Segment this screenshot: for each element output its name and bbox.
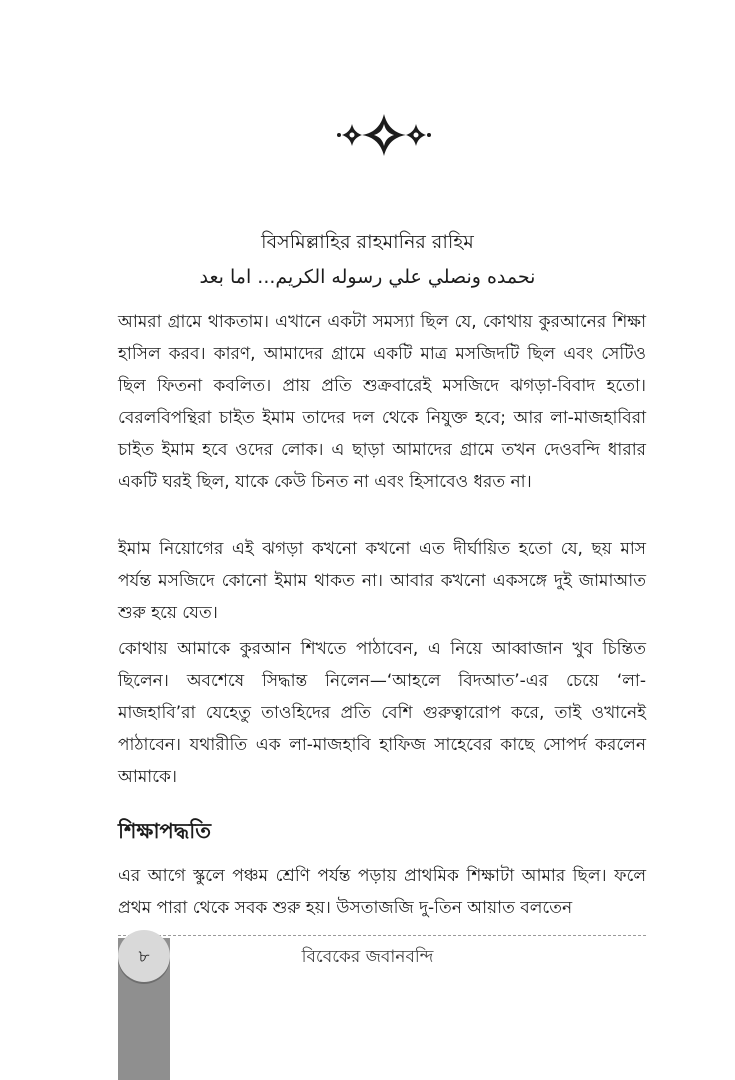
diamond-ornament-icon (336, 112, 432, 158)
running-book-title: বিবেকের জবানবন্দি (301, 947, 434, 967)
paragraph-father-decision: কোথায় আমাকে কুরআন শিখতে পাঠাবেন, এ নিয়ে আব্বাজান খুব চিন্তিত ছিলেন। অবশেষে সিদ্ধান্ত নিলেন—‘আহলে বিদআত’-এর চেয়ে ‘লা-মাজহাবি’রা যেহেতু তাওহিদের প্রতি বেশি গুরুত্বারোপ করে, তাই ওখানেই পাঠাবেন। যথারীতি এক লা-মাজহাবি হাফিজ সাহেবের কাছে সোপর্দ করলেন আমাকে। (118, 639, 646, 787)
section-title: শিক্ষাপদ্ধতি (118, 819, 211, 843)
paragraph-teaching-method: এর আগে স্কুলে পঞ্চম শ্রেণি পর্যন্ত পড়ায় প্রাথমিক শিক্ষাটা আমার ছিল। ফলে প্রথম পারা থেকে সবক শুরু হয়। উসতাজজি দু-তিন আয়াত বলতেন (118, 866, 646, 918)
page-number: ৮ (138, 947, 150, 967)
arabic-invocation: نحمده ونصلي علي رسوله الكريم... اما بعد (199, 266, 536, 288)
paragraph-imam-dispute: ইমাম নিয়োগের এই ঝগড়া কখনো কখনো এত দীর্ঘায়িত হতো যে, ছয় মাস পর্যন্ত মসজিদে কোনো ইমাম থাকত না। আবার কখনো একসঙ্গে দুই জামাআত শুরু হয়ে যেত। (118, 539, 646, 623)
paragraph-village-mosque: আমরা গ্রামে থাকতাম। এখানে একটা সমস্যা ছিল যে, কোথায় কুরআনের শিক্ষা হাসিল করব। কারণ, আমাদের গ্রামে একটি মাত্র মসজিদটি ছিল এবং সেটিও ছিল ফিতনা কবলিত। প্রায় প্রতি শুক্রবারেই মসজিদে ঝগড়া-বিবাদ হতো। বেরলবিপন্থিরা চাইত ইমাম তাদের দল থেকে নিযুক্ত হবে; আর লা-মাজহাবিরা চাইত ইমাম হবে ওদের লোক। এ ছাড়া আমাদের গ্রামে তখন দেওবন্দি ধারার একটি ঘরই ছিল, যাকে কেউ চিনত না এবং হিসাবেও ধরত না। (118, 312, 646, 492)
footer-divider (118, 935, 646, 936)
bismillah-heading: বিসমিল্লাহির রাহমানির রাহিম (261, 231, 474, 253)
